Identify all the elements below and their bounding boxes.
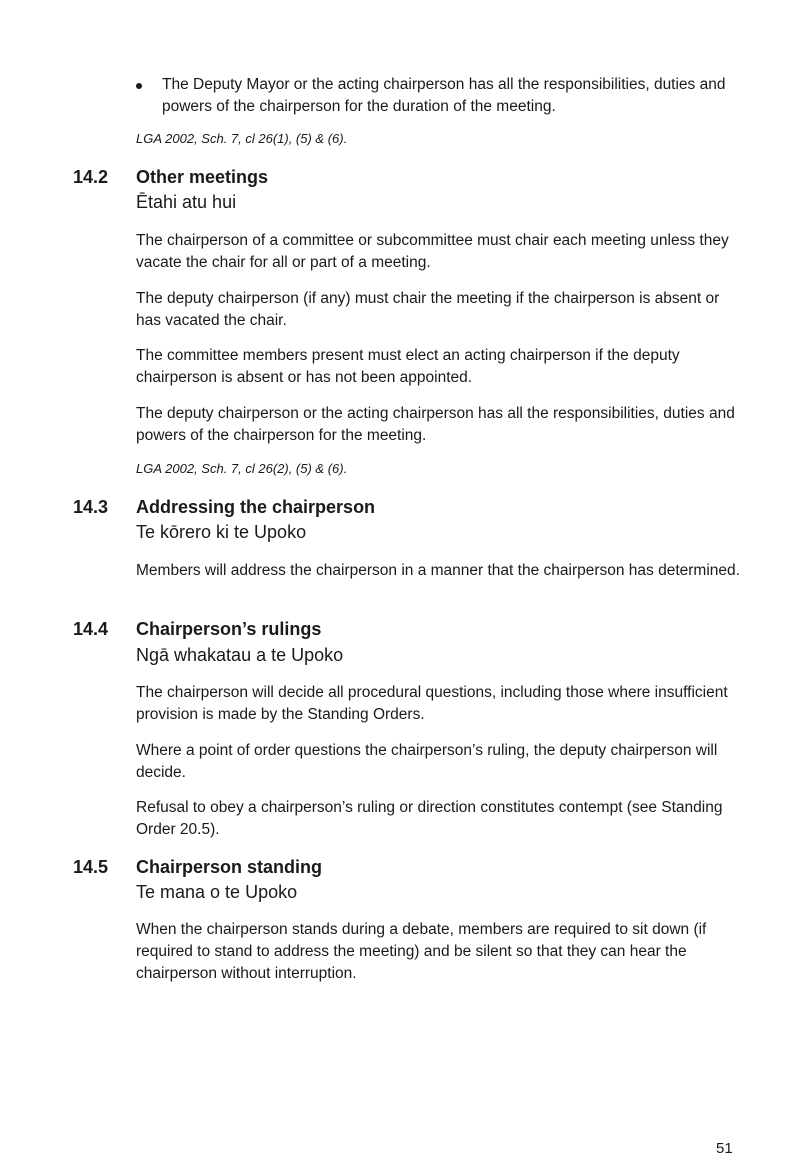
paragraph: The chairperson of a committee or subcommittee must chair each meeting unless they vacate the chair for all or part of a meeting. (136, 232, 729, 271)
section-number: 14.2 (73, 167, 109, 187)
section-subtitle: Ngā whakatau a te Upoko (136, 645, 344, 665)
paragraph: Where a point of order questions the chairperson’s ruling, the deputy chairperson will decide. (136, 742, 718, 781)
paragraph: The committee members present must elect an acting chairperson if the deputy chairperson is absent or has not been appointed. (136, 347, 680, 386)
bullet-dot-icon (136, 83, 142, 89)
paragraph: The deputy chairperson (if any) must chair the meeting if the chairperson is absent or has vacated the chair. (136, 290, 720, 329)
section-title: Chairperson’s rulings (136, 619, 322, 639)
paragraph: The chairperson will decide all procedural questions, including those where insufficient provision is made by the Standing Orders. (136, 684, 728, 723)
paragraph: Members will address the chairperson in a manner that the chairperson has determined. (136, 562, 740, 579)
section-number: 14.3 (73, 497, 109, 517)
paragraph: Refusal to obey a chairperson’s ruling or direction constitutes contempt (see Standing Order 20.5). (136, 799, 723, 838)
section-subtitle: Te kōrero ki te Upoko (136, 522, 307, 542)
section-number: 14.4 (73, 619, 109, 639)
section-title: Addressing the chairperson (136, 497, 376, 517)
paragraph: When the chairperson stands during a debate, members are required to sit down (if required to stand to address the meeting) and be silent so that they can hear the chairperson without interruption. (136, 921, 707, 982)
section-title: Other meetings (136, 167, 269, 187)
section-subtitle: Ētahi atu hui (136, 192, 237, 212)
section-subtitle: Te mana o te Upoko (136, 882, 298, 902)
bullet-text: The Deputy Mayor or the acting chairperson has all the responsibilities, duties and powers of the chairperson for the duration of the meeting. (162, 76, 726, 115)
paragraph: The deputy chairperson or the acting chairperson has all the responsibilities, duties and powers of the chairperson for the meeting. (136, 405, 735, 444)
section-title: Chairperson standing (136, 857, 323, 877)
legal-citation: LGA 2002, Sch. 7, cl 26(1), (5) & (6). (136, 131, 348, 146)
section-number: 14.5 (73, 857, 109, 877)
legal-citation: LGA 2002, Sch. 7, cl 26(2), (5) & (6). (136, 461, 348, 476)
page-number: 51 (716, 1140, 733, 1157)
